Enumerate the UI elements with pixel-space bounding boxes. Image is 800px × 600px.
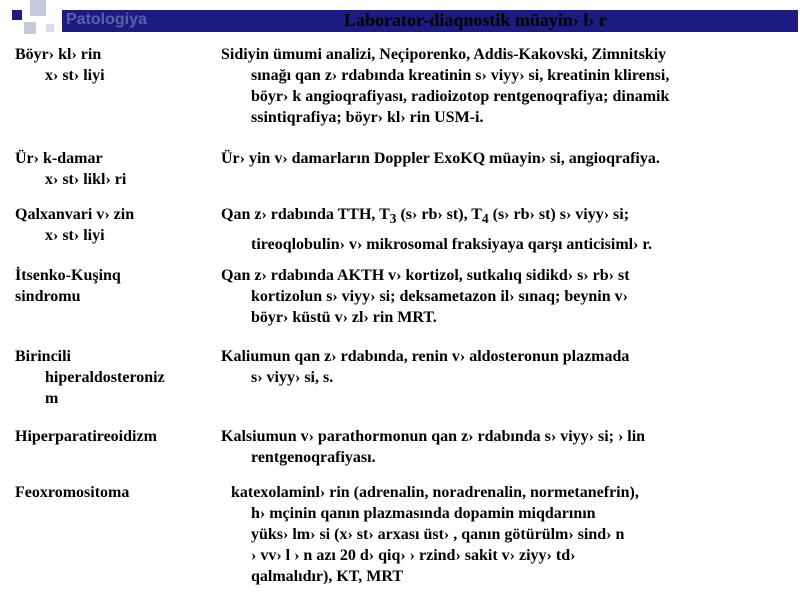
pathology-cell: Ür› k-damar x› st› likl› ri — [15, 150, 127, 188]
lab-cell: katexolaminl› rin (adrenalin, noradrenalin, normetanefrin), h› mçinin qanın plazmasında dopamin miqdarının yüks› lm› si (x› st› arxası üst› , qanın götürülm› sind› n › vv› l › n azı 20 d› qiq› › rzind› sakit v› ziyy› td› qalmalıdır), KT, MRT — [231, 484, 639, 585]
lab-cell: Kaliumun qan z› rdabında, renin v› aldosteronun plazmada s› viyy› si, s. — [221, 348, 630, 386]
table-header — [62, 10, 798, 32]
pathology-cell: Qalxanvari v› zin x› st› liyi — [15, 206, 135, 244]
pathology-cell: İtsenko-Kuşinq sindromu — [15, 267, 121, 305]
lab-cell: Sidiyin ümumi analizi, Neçiporenko, Addis-Kakovski, Zimnitskiy sınağı qan z› rdabında kreatinin s› viyy› si, kreatinin klirensi, böyr› k angioqrafiyası, radioizotop rentgenoqrafiya; dinamik ssintiqrafiya; böyr› kl› rin USM-i. — [221, 46, 670, 126]
pathology-cell: Böyr› kl› rin x› st› liyi — [15, 46, 105, 84]
header-pathology: Patologiya — [66, 11, 147, 28]
pathology-cell: Hiperparatireoidizm — [15, 428, 157, 445]
lab-cell: Qan z› rdabında TTH, $T_3$ (s› rb› st), $T_4$ (s› rb› st) s› viyy› si; tireoqlobulin› v› mikrosomal fraksiyaya qarşı anticisiml› r. — [221, 206, 653, 254]
pathology-cell: Feoxromositoma — [15, 484, 130, 501]
corner-decoration — [0, 0, 60, 40]
lab-cell: Ür› yin v› damarların Doppler ExoKQ müayin› si, angioqrafiya. — [221, 150, 660, 167]
header-lab-diagnostics: Laborator-diaqnostik müayin› l› r — [344, 10, 607, 30]
lab-cell: Kalsiumun v› parathormonun qan z› rdabında s› viyy› si; › lin rentgenoqrafiyası. — [221, 428, 646, 466]
lab-cell: Qan z› rdabında AKTH v› kortizol, sutkalıq sidikd› s› rb› st kortizolun s› viyy› si; deksametazon il› sınaq; beynin v› böyr› küstü v› zl› rin MRT. — [221, 267, 630, 326]
pathology-cell: Birincili hiperaldosteroniz m — [15, 348, 165, 407]
